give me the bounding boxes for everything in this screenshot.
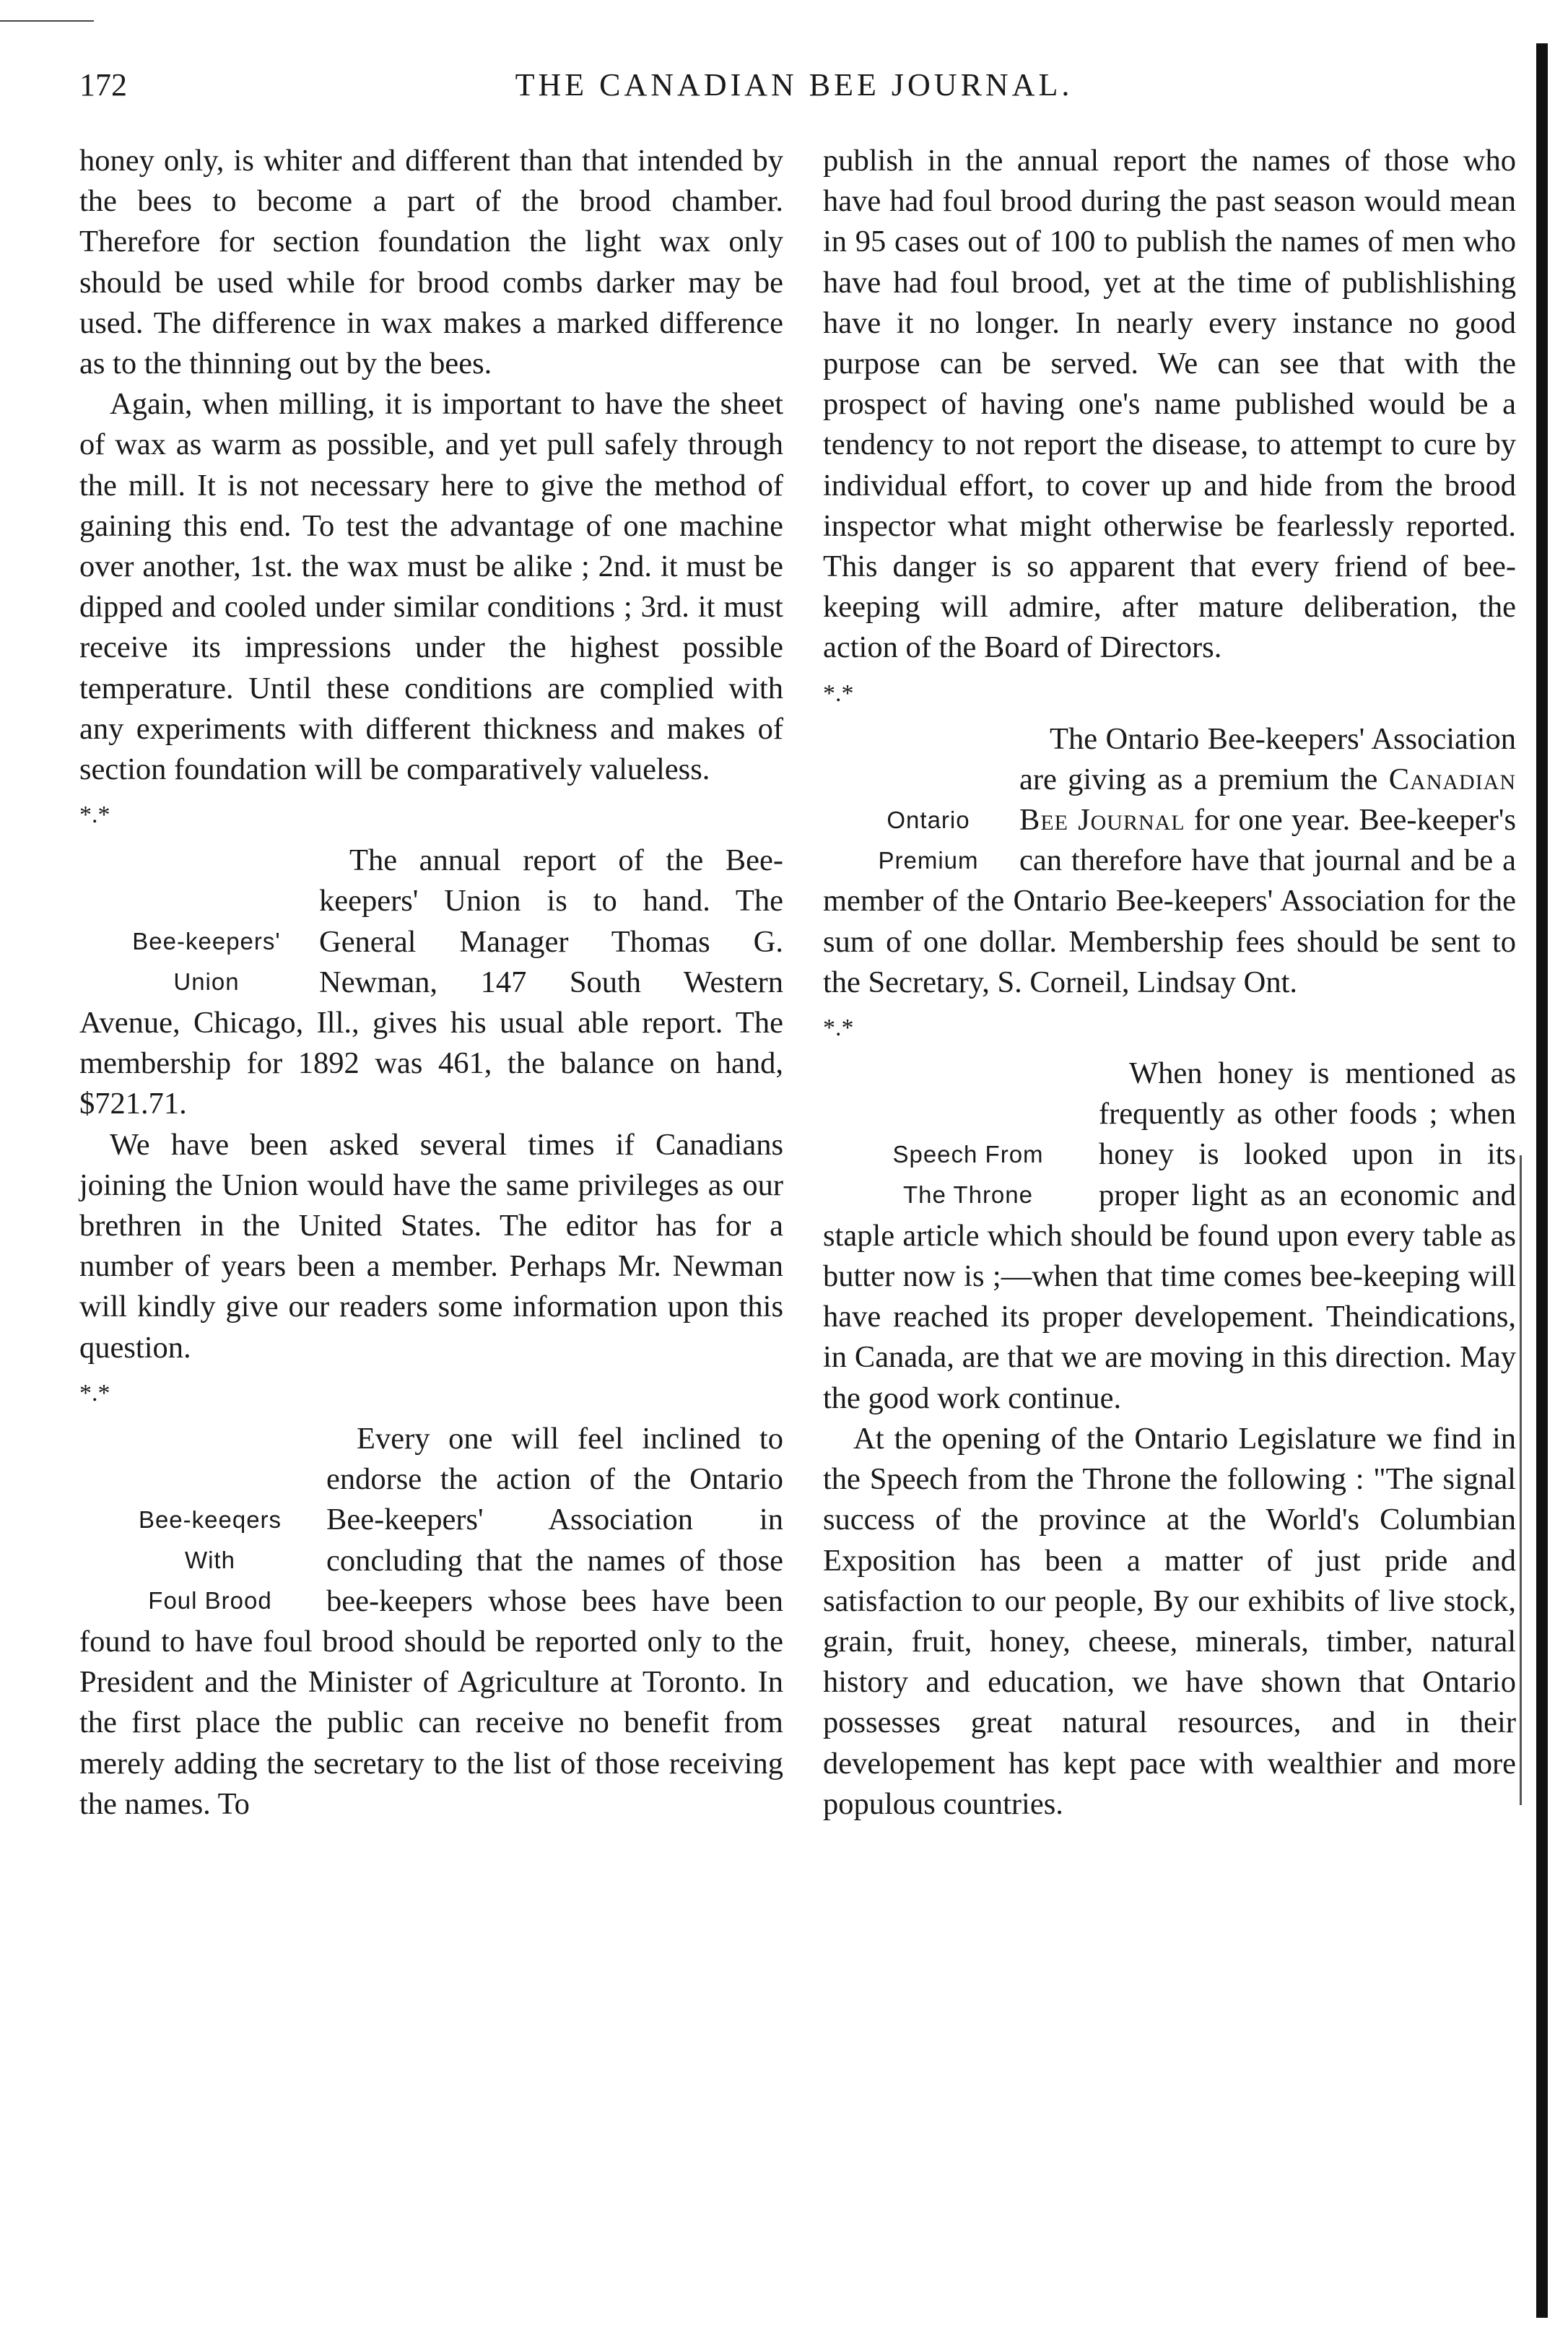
paragraph-legislature: At the opening of the Ontario Legislature we find in the Speech from the Throne the following : "The signal success of the province at the World's Columbian Exposition has been a matter of just pride and satisfaction to our people, By our exhibits of live stock, grain, fruit, honey, cheese, minerals, timber, natural history and education, we have shown that Ontario possesses great natural resources, and in their developement has kept pace with wealthier and more populous countries. xyxy=(823,1421,1516,1821)
sidenote-speech-from-throne xyxy=(823,1134,1083,1215)
right-column xyxy=(823,141,1516,1825)
sidenote-line: Bee-keeqers xyxy=(138,1505,282,1533)
paragraph-foul-brood xyxy=(79,1419,783,1825)
paragraph-wax-continued: honey only, is whiter and different than that intended by the bees to become a part of the brood chamber. Therefore for section foundation the light wax only should be used while for brood combs darker may be used. The difference in wax makes a marked difference as to the thinning out by the bees. xyxy=(79,144,783,381)
sidenote-line: Bee-keepers' xyxy=(132,928,281,955)
paragraph-honey-mentioned xyxy=(823,1053,1516,1419)
paragraph-text: When honey is mentioned as frequently as other foods ; when honey is looked upon in its proper light as an economic and staple article which should be found upon every table as butter now is ;—when that time comes bee-keeping will have reached its proper developement. Theindications, in Canada, are that we are moving in this direction. May the good work continue. xyxy=(823,1056,1516,1415)
paragraph-text: for one year. Bee-keeper's can therefore have that journal and be a member of the Ontario Bee-keepers' Association for the sum of one dollar. Membership fees should be sent to the Secretary, S. Corneil, Lindsay Ont. xyxy=(823,803,1516,999)
sidenote-bee-keepers-union xyxy=(79,921,303,1002)
sidenote-line: The Throne xyxy=(903,1181,1033,1209)
section-separator: *.* xyxy=(823,1014,854,1042)
section-separator: *.* xyxy=(79,801,110,829)
paragraph-publish-names: publish in the annual report the names of those who have had foul brood during the past season would mean in 95 cases out of 100 to publish the names of men who have had foul brood, yet at the time of publishlishing have it no longer. In nearly every instance no good purpose can be served. We can see that with the prospect of having one's name published would be a tendency to not report the disease, to attempt to cure by individual effort, to cover up and hide from the brood inspector what might otherwise be fearlessly reported. This danger is so apparent that every friend of bee-keeping will admire, after mature deliberation, the action of the Board of Directors. xyxy=(823,144,1516,665)
left-column xyxy=(79,141,783,1825)
paragraph-text: The Ontario Bee-keepers' Association are giving as a premium the xyxy=(1019,721,1516,796)
section-separator: *.* xyxy=(79,1379,110,1407)
journal-name: Canadian Bee Journal xyxy=(1019,762,1517,838)
binding-edge-bar xyxy=(1536,43,1548,2318)
scan-artifact-line xyxy=(1520,1155,1522,1805)
page-header xyxy=(79,66,1509,110)
sidenote-line: Ontario xyxy=(887,806,970,833)
journal-title: THE CANADIAN BEE JOURNAL. xyxy=(515,67,1073,103)
sidenote-line: Premium xyxy=(878,846,979,874)
sidenote-line: Speech From xyxy=(892,1141,1044,1168)
paragraph-canadians-union: We have been asked several times if Canadians joining the Union would have the same privileges as our brethren in the United States. The editor has for a number of years been a member. Perhaps Mr. Newman will kindly give our readers some information upon this question. xyxy=(79,1127,783,1365)
sidenote-line: With xyxy=(185,1547,235,1574)
section-separator: *.* xyxy=(823,679,854,707)
paragraph-text: The annual report of the Bee-keepers' Union is to hand. The General Manager Thomas G. Newman, 147 South Western Avenue, Chicago, Ill., gives his usual able report. The membership for 1892 was 461, the balance on hand, $721.71. xyxy=(79,843,783,1121)
sidenote-foul-brood xyxy=(79,1500,310,1622)
paragraph-ontario-premium xyxy=(823,719,1516,1003)
scan-artifact-line xyxy=(0,20,94,22)
sidenote-ontario-premium xyxy=(823,800,1003,881)
sidenote-line: Foul Brood xyxy=(148,1587,272,1615)
page-number: 172 xyxy=(79,67,127,103)
paragraph-milling: Again, when milling, it is important to have the sheet of wax as warm as possible, and yet pull safely through the mill. It is not necessary here to give the method of gaining this end. To test the advantage of one machine over another, 1st. the wax must be alike ; 2nd. it must be dipped and cooled under similar conditions ; 3rd. it must receive its impressions under the highest possible temperature. Until these conditions are complied with any experiments with different thickness and makes of section foundation will be comparatively valueless. xyxy=(79,387,783,787)
paragraph-union-report xyxy=(79,840,783,1124)
sidenote-line: Union xyxy=(173,968,240,996)
paragraph-text: Every one will feel inclined to endorse the action of the Ontario Bee-keepers' Association in concluding that the names of those bee-keepers whose bees have been found to have foul brood should be reported only to the President and the Minister of Agriculture at Toronto. In the first place the public can receive no benefit from merely adding the secretary to the list of those receiving the names. To xyxy=(79,1421,783,1821)
